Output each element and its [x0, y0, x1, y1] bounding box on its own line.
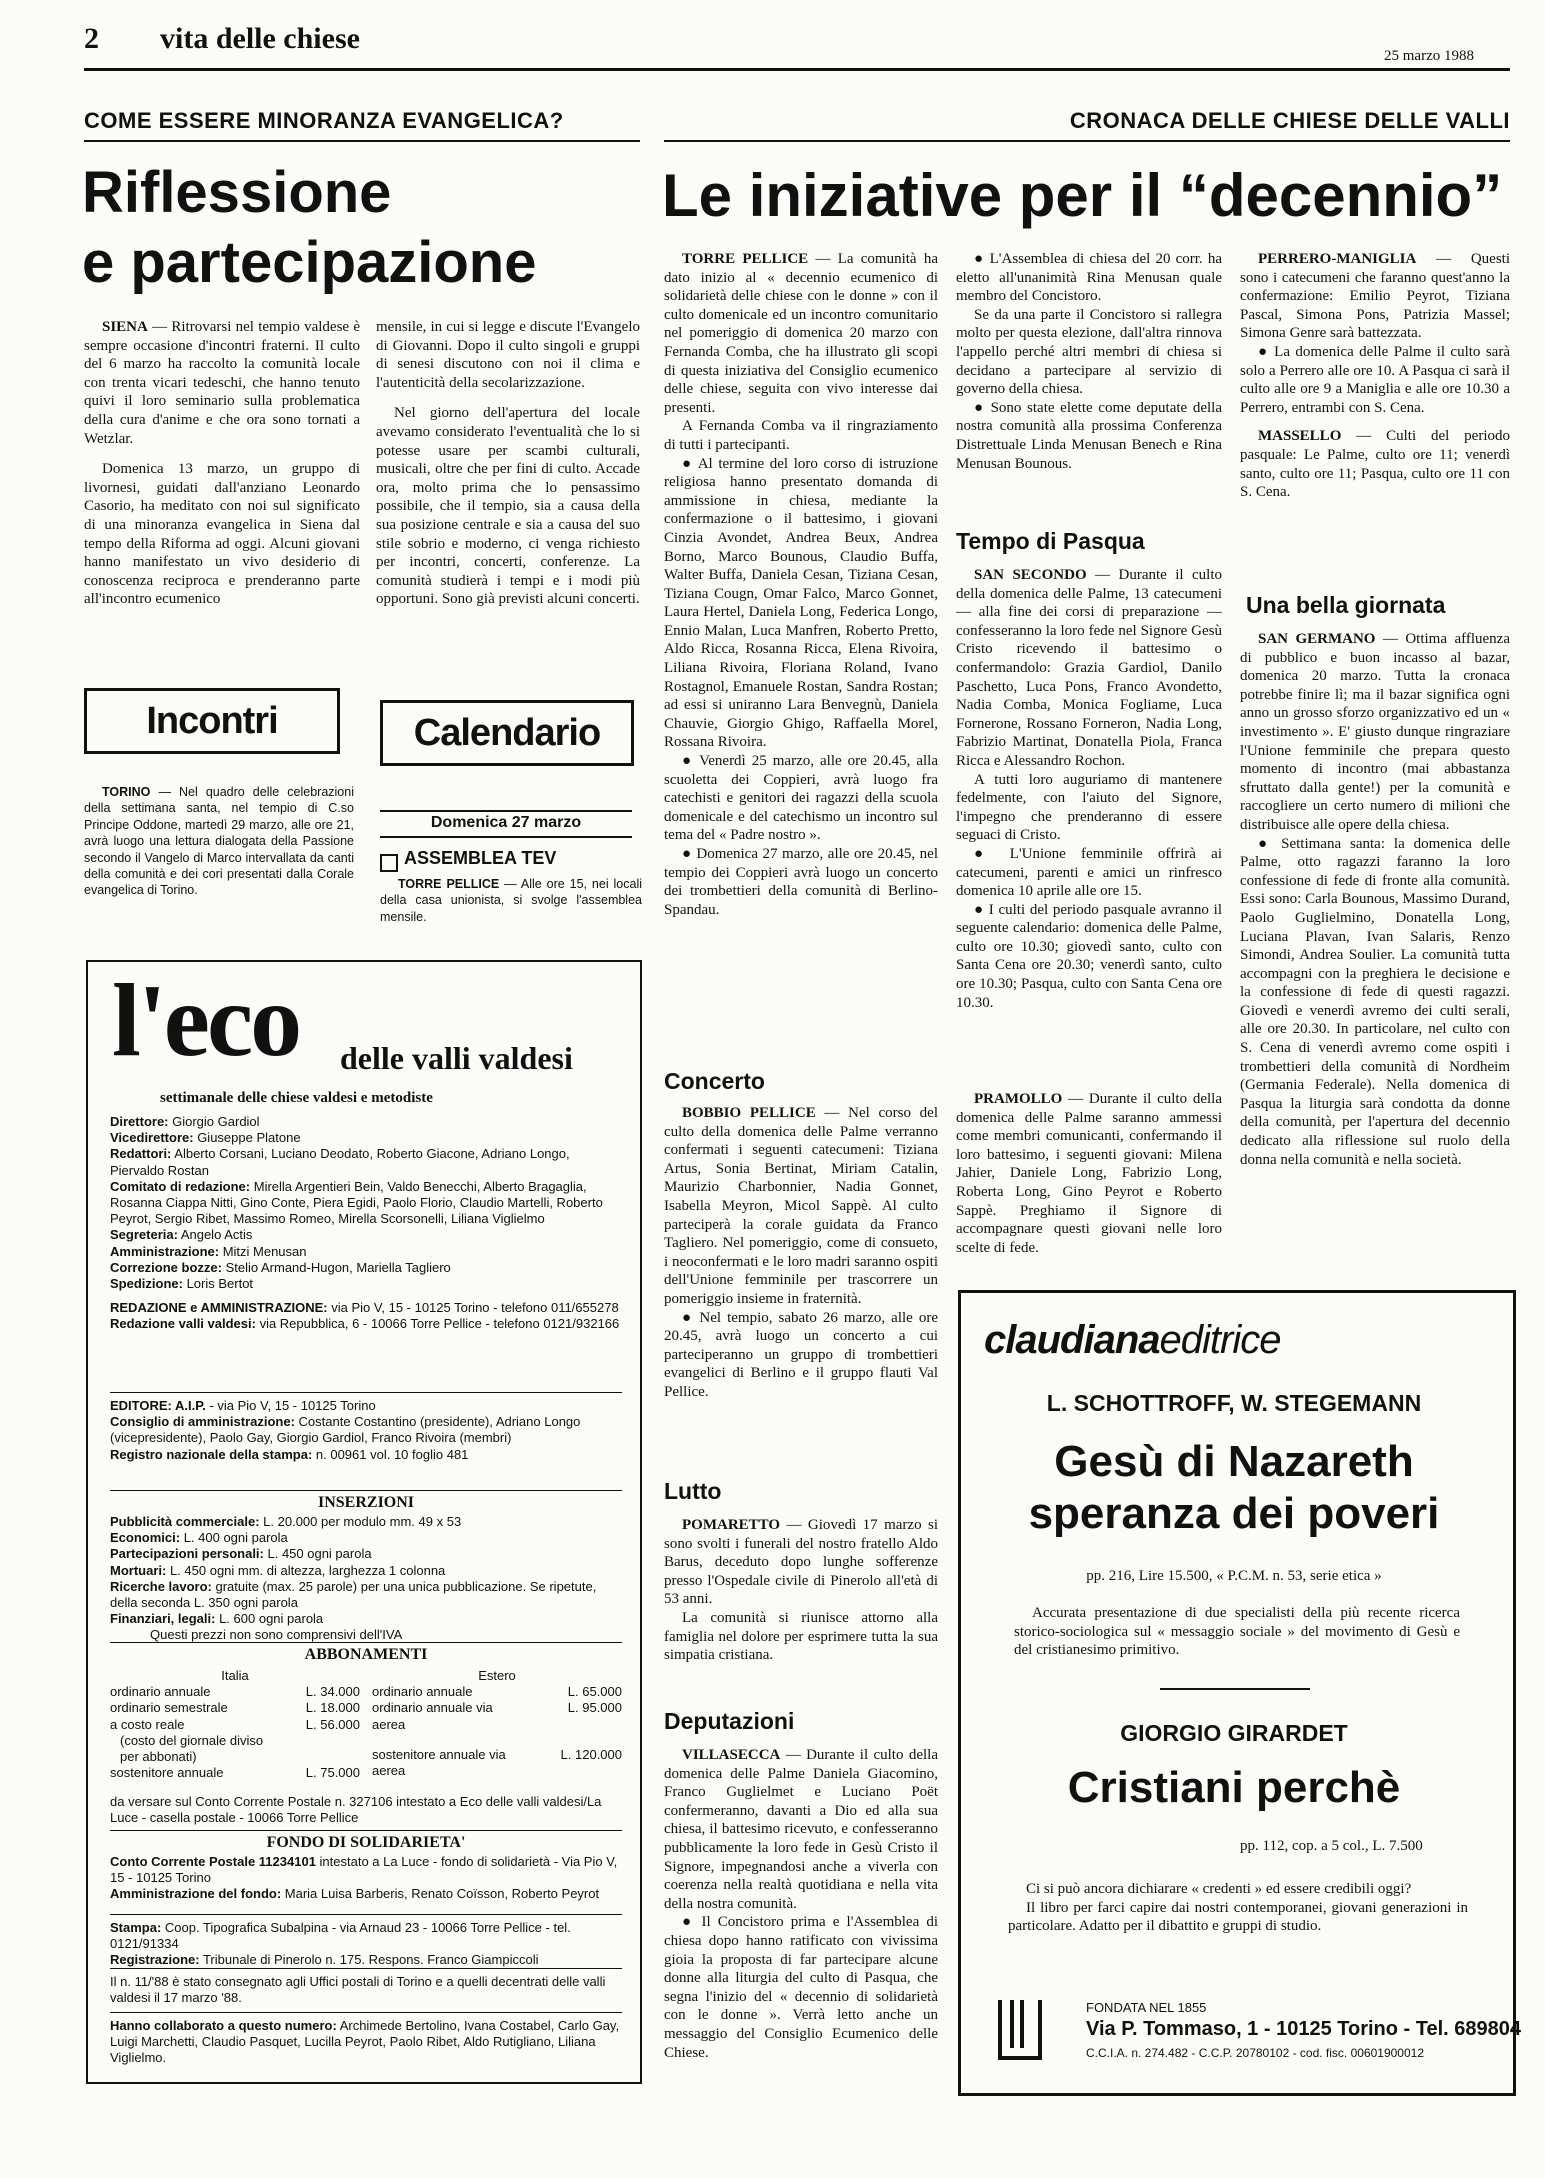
calendario-title: Calendario [413, 711, 601, 754]
eco-rule-5 [110, 1914, 622, 1915]
right-kicker-rule [664, 140, 1510, 142]
eco-fondo: Conto Corrente Postale 11234101 intestato a La Luce - fondo di solidarietà - Via Pio V, 15 - 10125 Torino Amministrazione del fondo: Maria Luisa Barberis, Renato Coïsson, Roberto Peyrot [110, 1854, 618, 1902]
giornata-text: SAN GERMANO — Ottima affluenza di pubblico e buon incasso al bazar, domenica 20 marzo. Tutta la cronaca potrebbe finire lì; ma il bazar significa ogni anno un grosso sforzo organizzativo ed un « investimento ». E' giusto dunque ringraziare l'Unione femminile che prepara questo momento di incontro (mai abbastanza sfruttato dalla gente!) per la comunità e raccogliere un certo numero di milioni che distribuisce alle opere della chiesa. ● Settimana santa: la domenica delle Palme, otto ragazzi faranno la loro confessione di fede di fronte alla comunità. Essi sono: Carla Bounous, Massimo Durand, Paolo Guglielmino, Donatella Long, Luciana Plavan, Ivan Salaris, Renzo Simondi, Andrea Soulier. La comunità tutta accompagni con la preghiera le decisione e la confessione di fede di questi ragazzi. Giovedì e venerdì avremo dei culti serali, alle ore 20.30. In particolare, nel culto con S. Cena di venerdì avremo come ospiti i trombettieri della comunità di Nordheim (Germania Federale). Nella domenica di Pasqua la liturgia sarà condotta da donne della comunità, per l'apertura del decennio dedicato alla riflessione sul ruolo della donna nella comunità e nella società. [1240, 631, 1510, 1168]
claudiana-logo-icon [998, 2000, 1042, 2060]
claudiana-brand: claudianaeditrice [984, 1318, 1281, 1362]
right-col1-main: TORRE PELLICE — La comunità ha dato inizio al « decennio ecumenico di solidarietà delle chiese con le donne » con il culto domenicale ed un incontro comunitario nel pomeriggio di domenica 20 marzo con Fernanda Comba, che ha illustrato gli scopi di questa iniziativa del Consiglio ecumenico delle chiese, seguita con vivo interesse dai presenti. A Fernanda Comba va il ringraziamento di tutti i partecipanti. ● Al termine del loro corso di istruzione religiosa hanno presentato domanda di ammissione in chiesa, mediante la confermazione o il battesimo, i giovani Cinzia Avondet, Andrea Beux, Andrea Borno, Marco Bounous, Claudio Buffa, Walter Buffa, Daniela Cesan, Tiziana Cesan, Tiziana Cougn, Omar Falco, Marco Gonnet, Laura Hertel, Daniela Long, Federica Longo, Ennio Malan, Luca Manfren, Roberto Pretto, Aldo Ricca, Rosanna Ricca, Elena Rivoira, Liliana Rivoira, Floriana Roland, Ivano Rostagnol, Emanuele Rostan, Sandra Rostan; ad essi si uniranno Lara Benvegnù, Daniela Chauvie, Giorgio Ghigo, Raffaella Morel, Rossana Rivoira. ● Venerdì 25 marzo, alle ore 20.45, alla scuoletta dei Coppieri, avrà luogo fra catechisti e genitori dei ragazzi della scuola domenicale e del catechismo un incontro sul tema del « Padre nostro ». ● Domenica 27 marzo, alle ore 20.45, nel tempio dei Coppieri avrà luogo un concerto dei trombettieri della comunità di Berlino-Spandau. [664, 251, 939, 918]
left-kicker: COME ESSERE MINORANZA EVANGELICA? [84, 108, 564, 133]
calendario-box [380, 700, 634, 766]
eco-collaborato: Hanno collaborato a questo numero: Archimede Bertolino, Ivana Costabel, Carlo Gay, Luigi Marchetti, Claudio Pasquet, Lucilla Peyrot, Paolo Ribet, Aldo Rutigliano, Liliana Viglielmo. [110, 2018, 620, 2066]
eco-rule-3 [110, 1642, 622, 1643]
eco-tagline: settimanale delle chiese valdesi e metodiste [160, 1090, 433, 1106]
lutto-title: Lutto [664, 1478, 722, 1504]
right-col3-main: PERRERO-MANIGLIA — Questi sono i catecumeni che faranno quest'anno la confermazione: Emilio Peyrot, Tiziana Pascal, Simona Pons, Patrizia Massel; Simona Genre sarà battezzata. ● La domenica delle Palme il culto sarà solo a Perrero alle ore 10. A Pasqua ci sarà il culto alle ore 9 a Maniglia e alle ore 10.30 a Perrero, entrambi con S. Cena. MASSELLO — Culti del periodo pasquale: Le Palme, culto ore 11; venerdì santo, culto ore 11; Pasqua, culto ore 11 con S. Cena. [1240, 251, 1510, 501]
calendario-date: Domenica 27 marzo [430, 814, 582, 831]
right-kicker: CRONACA DELLE CHIESE DELLE VALLI [1069, 108, 1510, 133]
pasqua-text: SAN SECONDO — Durante il culto della domenica delle Palme, 13 catecumeni — alla fine dei corsi di preparazione — confesseranno la loro fede nel Signore Gesù Cristo ricevendo il battesimo o confermandolo: Grazia Gardiol, Danilo Paschetto, Luca Pons, Franco Avondetto, Nadia Comba, Monica Fogliame, Luca Fornerone, Rossano Forneron, Nadia Long, Fabrizio Martinat, Donatella Piola, Franca Ricca e Alessandro Rochon. A tutti loro auguriamo di mantenere fedelmente, con l'aiuto del Signore, l'impegno che prenderanno di essere seguaci di Cristo. ● L'Unione femminile offrirà ai catecumeni, parenti e amici un rinfresco domenica 10 aprile alle ore 15. ● I culti del periodo pasquale avranno il seguente calendario: domenica delle Palme, culto ore 10.30; giovedì santo, culto con Santa Cena ore 20.30; venerdì santo, culto ore 10.30; Pasqua, culto con Santa Cena ore 10.30. [956, 567, 1223, 1011]
book1-title-2: speranza dei poveri [1028, 1489, 1440, 1538]
abbonamenti-italia: Italia ordinario annuale L. 34.000 ordinario semestrale L. 18.000 a costo reale L. 56.000 (costo del giornale diviso per abbonati) sostenitore annuale L. 75.000 [110, 1668, 360, 1781]
calendario-rule-top [380, 810, 632, 812]
claudiana-codes: C.C.I.A. n. 274.482 - C.C.P. 20780102 - cod. fisc. 00601900012 [1086, 2046, 1424, 2060]
book2-author: GIORGIO GIRARDET [1120, 1720, 1348, 1746]
dateline: SIENA [102, 319, 148, 335]
claudiana-founded: FONDATA NEL 1855 [1086, 2000, 1207, 2015]
left-article-col1: SIENA — Ritrovarsi nel tempio valdese è sempre occasione d'incontri fraterni. Il culto del 6 marzo ha raccolto la comunità locale con trenta vicari tedeschi, che hanno tenuto quivi il loro seminario sulla problematica della cura d'anime e che ora sono tornati a Wetzlar. Domenica 13 marzo, un gruppo di livornesi, guidati dall'anziano Leonardo Casorio, ha meditato con noi sul significato di una minoranza evangelica in Siena dal tempo della Riforma ad oggi. Alcuni giovani hanno manifestato un vivo desiderio di conoscenza reciproca e prenderanno parte all'incontro ecumenico [84, 319, 360, 608]
book2-title: Cristiani perchè [1067, 1763, 1401, 1812]
book1-authors: L. SCHOTTROFF, W. STEGEMANN [1046, 1390, 1422, 1416]
giornata-title: Una bella giornata [1246, 592, 1446, 618]
eco-stampa: Stampa: Coop. Tipografica Subalpina - via Arnaud 23 - 10066 Torre Pellice - tel. 0121/91334 Registrazione: Tribunale di Pinerolo n. 175. Respons. Franco Giampiccoli [110, 1920, 571, 1968]
incontri-title: Incontri [146, 699, 278, 742]
ad-divider [1160, 1688, 1310, 1690]
deputazioni-text: VILLASECCA — Durante il culto della domenica delle Palme Daniela Giacomino, Franco Guglielmet e Luciano Poët confermeranno, davanti a Dio ed alla sua chiesa, il battesimo ricevuto, e confesseranno pubblicamente la loro fede in Gesù Cristo il Signore, impegnandosi anche a viverla con coerenza nella realtà quotidiana e nella vita della nostra comunità. ● Il Concistoro prima e l'Assemblea di chiesa dopo hanno ratificato con vivissima gioia la proposta di far partecipare alcune donne alla liturgia del culto di Pasqua, che segna l'inizio del « decennio di solidarietà con le donne ». Verrà letto anche un messaggio del Consiglio Ecumenico delle Chiese. [664, 1747, 938, 2061]
right-col2-main: ● L'Assemblea di chiesa del 20 corr. ha eletto all'unanimità Rina Menusan quale membro del Concistoro. Se da una parte il Concistoro si rallegra molto per questa elezione, dall'altra rinnova l'appello perché altri membri di chiesa si decidano a partecipare al servizio di governo della chiesa. ● Sono state elette come deputate della nostra comunità alla prossima Conferenza Distrettuale Linda Menusan Benech e Rina Menusan Bounous. [956, 251, 1222, 472]
abbonamenti-title: ABBONAMENTI [304, 1646, 428, 1663]
book2-desc: Ci si può ancora dichiarare « credenti » ed essere credibili oggi? Il libro per farci capire dai nostri contemporanei, giovani generazioni in particolare. Adatto per il dibattito e gruppi di studio. [1008, 1881, 1468, 1935]
fondo-title: FONDO DI SOLIDARIETA' [266, 1834, 466, 1851]
page-number: 2 [84, 22, 99, 55]
right-title: Le iniziative per il “decennio” [662, 162, 1503, 229]
eco-inserzioni: Pubblicità commerciale: L. 20.000 per modulo mm. 49 x 53 Economici: L. 400 ogni parola Partecipazioni personali: L. 450 ogni parola Mortuari: L. 450 ogni mm. di altezza, larghezza 1 colonna Ricerche lavoro: gratuite (max. 25 parole) per una unica pubblicazione. Se ripetute, della seconda L. 350 ogni parola Finanziari, legali: L. 600 ogni parola Questi prezzi non sono comprensivi dell'IVA [110, 1514, 597, 1643]
section-title: vita delle chiese [160, 22, 360, 55]
calendario-event: ASSEMBLEA TEV [404, 848, 557, 868]
eco-consegna: Il n. 11/'88 è stato consegnato agli Uffici postali di Torino e a quelli decentrati delle valli valdesi il 17 marzo '88. [110, 1974, 606, 2006]
concerto-title: Concerto [664, 1068, 765, 1094]
calendario-rule-bottom [380, 836, 632, 838]
incontri-box [84, 688, 340, 754]
eco-publisher: EDITORE: A.I.P. - via Pio V, 15 - 10125 Torino Consiglio di amministrazione: Costante Costantino (presidente), Adriano Longo (vicepresidente), Paolo Gay, Giorgio Gardiol, Franco Rivoira (membri) Registro nazionale della stampa: n. 00961 vol. 10 foglio 481 [110, 1398, 581, 1462]
eco-rule-7 [110, 2012, 622, 2013]
eco-logo: l'eco [112, 963, 300, 1078]
left-title-1: Riflessione [82, 160, 392, 225]
left-kicker-rule [84, 140, 640, 142]
claudiana-address: Via P. Tommaso, 1 - 10125 Torino - Tel. 689804 [1086, 2018, 1522, 2040]
eco-logo-sub: delle valli valdesi [340, 1040, 573, 1076]
abbonamenti-estero: Estero ordinario annuale L. 65.000 ordinario annuale via aerea L. 95.000 sostenitore annuale via aerea L. 120.000 [372, 1668, 622, 1779]
left-article-col2: mensile, in cui si legge e discute l'Evangelo di Giovanni. Dopo il culto singoli e gruppi di senesi discutono con noi il clima e l'autenticità della secolarizzazione. Nel giorno dell'apertura del locale avevamo considerato l'eventualità che lo si potesse usare per scambi culturali, musicali, oltre che per fini di culto. Accade ora, molto prima che lo pensassimo possibile, che il tempio, sia a causa della sua posizione centrale e sia a causa del suo stile sobrio e moderno, ci venga richiesto per incontri, concerti, conferenze. La comunità studierà i tempi e i modi più opportuni. Sono già previsti alcuni concerti. [376, 319, 640, 608]
abbonamenti-note: da versare sul Conto Corrente Postale n. 327106 intestato a Eco delle valli valdesi/La Luce - casella postale - 10066 Torre Pellice [110, 1794, 602, 1826]
eco-rule-1 [110, 1392, 622, 1393]
inserzioni-title: INSERZIONI [317, 1494, 415, 1511]
incontri-text: TORINO — Nel quadro delle celebrazioni della settimana santa, nel tempio di C.so Principe Oddone, martedì 29 marzo, alle ore 21, avrà luogo una lettura dialogata della Passione secondo il Vangelo di Marco intervallata da canti della comunità e dei cori presentati dalla Corale evangelica di Torino. [84, 785, 354, 898]
checkbox-icon [380, 854, 398, 872]
eco-rule-4 [110, 1830, 622, 1831]
book1-desc: Accurata presentazione di due specialisti della più recente ricerca storico-sociologica sul « messaggio sociale » del movimento di Gesù e del cristianesimo primitivo. [1014, 1605, 1460, 1659]
header-rule [84, 68, 1510, 71]
book2-info: pp. 112, cop. a 5 col., L. 7.500 [1240, 1838, 1423, 1854]
calendario-text: TORRE PELLICE — Alle ore 15, nei locali della casa unionista, si svolge l'assemblea mensile. [380, 877, 642, 924]
eco-staff: Direttore: Giorgio Gardiol Vicedirettore: Giuseppe Platone Redattori: Alberto Corsani, Luciano Deodato, Roberto Giacone, Adriano Longo, Piervaldo Rostan Comitato di redazione: Mirella Argentieri Bein, Valdo Benecchi, Alberto Bragaglia, Rosanna Ciappa Nitti, Gino Conte, Piera Egidi, Paolo Florio, Claudio Martelli, Roberto Peyrot, Sergio Ribet, Massimo Romeo, Mirella Scorsonelli, Liliana Viglielmo Segreteria: Angelo Actis Amministrazione: Mitzi Menusan Correzione bozze: Stelio Armand-Hugon, Mariella Tagliero Spedizione: Loris Bertot REDAZIONE e AMMINISTRAZIONE: via Pio V, 15 - 10125 Torino - telefono 011/655278 Redazione valli valdesi: via Repubblica, 6 - 10066 Torre Pellice - telefono 0121/932166 [110, 1114, 620, 1332]
book1-info: pp. 216, Lire 15.500, « P.C.M. n. 53, serie etica » [1086, 1568, 1382, 1584]
book1-title-1: Gesù di Nazareth [1054, 1437, 1414, 1486]
left-title-2: e partecipazione [82, 230, 537, 295]
eco-rule-6 [110, 1968, 622, 1969]
concerto-text: BOBBIO PELLICE — Nel corso del culto della domenica delle Palme verranno confermati i seguenti catecumeni: Tiziana Artus, Sonia Bertinat, Miriam Catalin, Maurizio Charbonnier, Nadia Gonnet, Isabella Meyron, Micol Sappè. Al culto parteciperà la corale guidata da Franco Tagliero. Nel pomeriggio, come di consueto, i neoconfermati e le loro madri saranno ospiti dell'Unione femminile per trascorrere un pomeriggio insieme in fraternità. ● Nel tempio, sabato 26 marzo, alle ore 20.45, avrà luogo un concerto a cui parteciperanno un gruppo di trombettieri evangelici di Berlino e il gruppo flauti Val Pellice. [664, 1105, 939, 1400]
issue-date: 25 marzo 1988 [1384, 48, 1474, 64]
pasqua-title: Tempo di Pasqua [956, 528, 1145, 554]
lutto-text: POMARETTO — Giovedì 17 marzo si sono svolti i funerali del nostro fratello Aldo Barus, deceduto dopo lunghe sofferenze presso l'Ospedale civile di Pinerolo all'età di 53 anni. La comunità si riunisce attorno alla famiglia nel dolore per esprimere tutta la sua simpatia cristiana. [664, 1517, 938, 1664]
pramollo-text: PRAMOLLO — Durante il culto della domenica delle Palme saranno ammessi come membri comunicanti, confermando il loro battesimo, i seguenti giovani: Milena Jahier, Daniele Long, Fabrizio Long, Roberta Long, Gino Peyrot e Roberto Sappè. Preghiamo il Signore di accompagnare questi giovani nelle loro scelte di fede. [956, 1091, 1222, 1256]
eco-rule-2 [110, 1490, 622, 1491]
deputazioni-title: Deputazioni [664, 1708, 795, 1734]
